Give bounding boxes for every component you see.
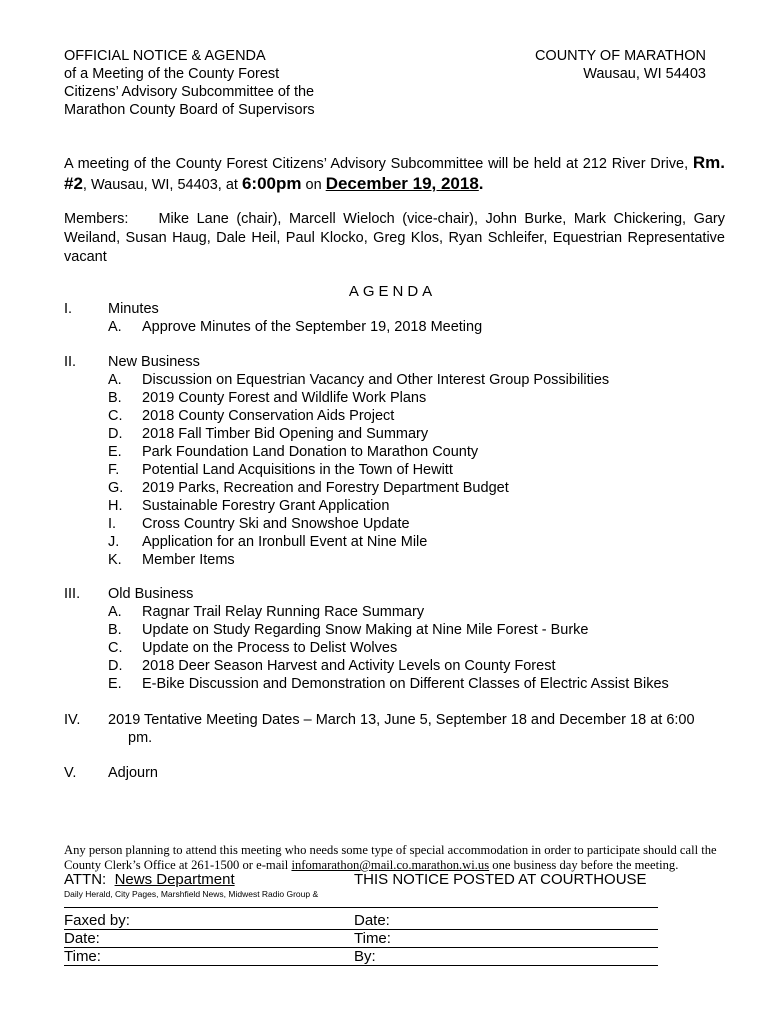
county-name: COUNTY OF MARATHON (534, 48, 706, 64)
item-letter: A. (108, 319, 122, 335)
item-letter: D. (108, 426, 123, 442)
agenda-item (108, 639, 734, 657)
agenda-item (108, 318, 734, 336)
item-letter: E. (108, 444, 122, 460)
section-numeral: II. (64, 354, 77, 370)
clerk-email-link[interactable]: infomarathon@mail.co.marathon.wi.us (291, 858, 490, 872)
agenda-item (108, 389, 734, 407)
members-list: Members: Mike Lane (chair), Marcell Wieloch (vice-chair), John Burke, Mark Chickering, Gary Weiland, Susan Haug, Dale Heil, Paul Klocko, Greg Klos, Ryan Schleifer, Equestrian Representative vacant (64, 211, 730, 265)
meeting-time: 6:00pm (241, 174, 302, 193)
item-letter: A. (108, 604, 122, 620)
agenda-item (108, 533, 734, 551)
item-letter: A. (108, 372, 122, 388)
item-text: 2018 Deer Season Harvest and Activity Levels on County Forest (142, 658, 556, 674)
item-text: Update on Study Regarding Snow Making at Nine Mile Forest - Burke (142, 622, 589, 638)
agenda-item (108, 603, 734, 621)
agenda-section-minutes (64, 300, 734, 336)
attn-label: ATTN: (64, 871, 115, 888)
by-field: By: (354, 948, 376, 965)
date-field: Date: (64, 930, 100, 947)
intro-text: . (478, 174, 484, 193)
note-text: one business day before the meeting. (489, 858, 679, 872)
item-letter: C. (108, 408, 123, 424)
attention-line (64, 871, 235, 888)
section-numeral: V. (64, 765, 77, 781)
item-letter: B. (108, 390, 122, 406)
section-title: Old Business (108, 586, 194, 602)
intro-text: on (301, 177, 326, 193)
item-letter: E. (108, 676, 122, 692)
divider-line (64, 907, 658, 908)
faxed-by-field: Faxed by: (64, 912, 130, 929)
item-text: 2019 County Forest and Wildlife Work Plans (142, 390, 427, 406)
notice-subtitle-line: Citizens’ Advisory Subcommittee of the (64, 84, 315, 100)
section-title: Adjourn (108, 765, 158, 781)
item-text: 2019 Parks, Recreation and Forestry Department Budget (142, 480, 509, 496)
agenda-item (108, 675, 734, 693)
item-text: Park Foundation Land Donation to Marathon County (142, 444, 479, 460)
item-letter: B. (108, 622, 122, 638)
section-title: Minutes (108, 301, 159, 317)
item-letter: G. (108, 480, 124, 496)
posted-notice: THIS NOTICE POSTED AT COURTHOUSE (354, 871, 647, 888)
agenda-item (108, 407, 734, 425)
time-field: Time: (64, 948, 101, 965)
item-text: E-Bike Discussion and Demonstration on Different Classes of Electric Assist Bikes (142, 676, 669, 692)
newspaper-list: Daily Herald, City Pages, Marshfield News, Midwest Radio Group & (64, 889, 319, 899)
agenda-item (108, 515, 734, 533)
agenda-item (108, 443, 734, 461)
agenda-section-adjourn (64, 764, 734, 782)
meeting-room: Rm. #2 (64, 153, 725, 193)
agenda-section-meeting-dates (64, 711, 734, 747)
note-text: Any person planning to attend this meeting who needs some type of special accommodation in order to participate should call the County Clerk’s Office at 261-1500 or e-mail (64, 843, 717, 872)
item-text: Sustainable Forestry Grant Application (142, 498, 390, 514)
agenda-item (108, 371, 734, 389)
item-text: 2018 County Conservation Aids Project (142, 408, 395, 424)
form-line (64, 965, 658, 966)
intro-text: , Wausau, WI, 54403, at (82, 177, 242, 193)
meeting-date: December 19, 2018 (325, 174, 479, 193)
item-letter: C. (108, 640, 123, 656)
item-text: Cross Country Ski and Snowshoe Update (142, 516, 410, 532)
item-text: Application for an Ironbull Event at Nine Mile (142, 534, 428, 550)
item-text: Ragnar Trail Relay Running Race Summary (142, 604, 425, 620)
item-text: 2018 Fall Timber Bid Opening and Summary (142, 426, 429, 442)
accommodation-note (64, 843, 734, 873)
notice-subtitle-line: Marathon County Board of Supervisors (64, 102, 315, 118)
agenda-item (108, 551, 734, 569)
section-numeral: IV. (64, 712, 81, 728)
notice-header-left (64, 47, 315, 119)
item-letter: F. (108, 462, 120, 478)
agenda-section-old-business (64, 585, 734, 693)
item-text: Discussion on Equestrian Vacancy and Other Interest Group Possibilities (142, 372, 610, 388)
agenda-item (108, 479, 734, 497)
item-text: Potential Land Acquisitions in the Town of Hewitt (142, 462, 453, 478)
agenda-title: AGENDA (348, 283, 437, 300)
item-text: Approve Minutes of the September 19, 2018 Meeting (142, 319, 483, 335)
item-text: Member Items (142, 552, 235, 568)
date-field: Date: (354, 912, 390, 929)
agenda-item (108, 621, 734, 639)
attn-department: News Department (114, 871, 235, 888)
notice-title: OFFICIAL NOTICE & AGENDA (64, 48, 266, 64)
intro-text: A meeting of the County Forest Citizens’ Advisory Subcommittee will be held at 212 River Drive, (64, 156, 693, 172)
agenda-item (108, 425, 734, 443)
notice-header-right (535, 47, 706, 83)
meeting-dates-text: 2019 Tentative Meeting Dates – March 13, June 5, September 18 and December 18 at 6:00 (108, 712, 695, 728)
item-letter: K. (108, 552, 122, 568)
agenda-item (108, 461, 734, 479)
item-text: Update on the Process to Delist Wolves (142, 640, 398, 656)
time-field: Time: (354, 930, 391, 947)
agenda-section-new-business (64, 353, 734, 569)
item-letter: H. (108, 498, 123, 514)
county-address: Wausau, WI 54403 (583, 66, 706, 82)
notice-subtitle-line: of a Meeting of the County Forest (64, 66, 280, 82)
section-numeral: III. (64, 586, 81, 602)
section-title: New Business (108, 354, 200, 370)
agenda-item (108, 497, 734, 515)
meeting-dates-text-cont: pm. (128, 730, 153, 746)
item-letter: I. (108, 516, 117, 532)
section-numeral: I. (64, 301, 73, 317)
agenda-item (108, 657, 734, 675)
item-letter: D. (108, 658, 123, 674)
meeting-intro (64, 153, 725, 195)
item-letter: J. (108, 534, 120, 550)
